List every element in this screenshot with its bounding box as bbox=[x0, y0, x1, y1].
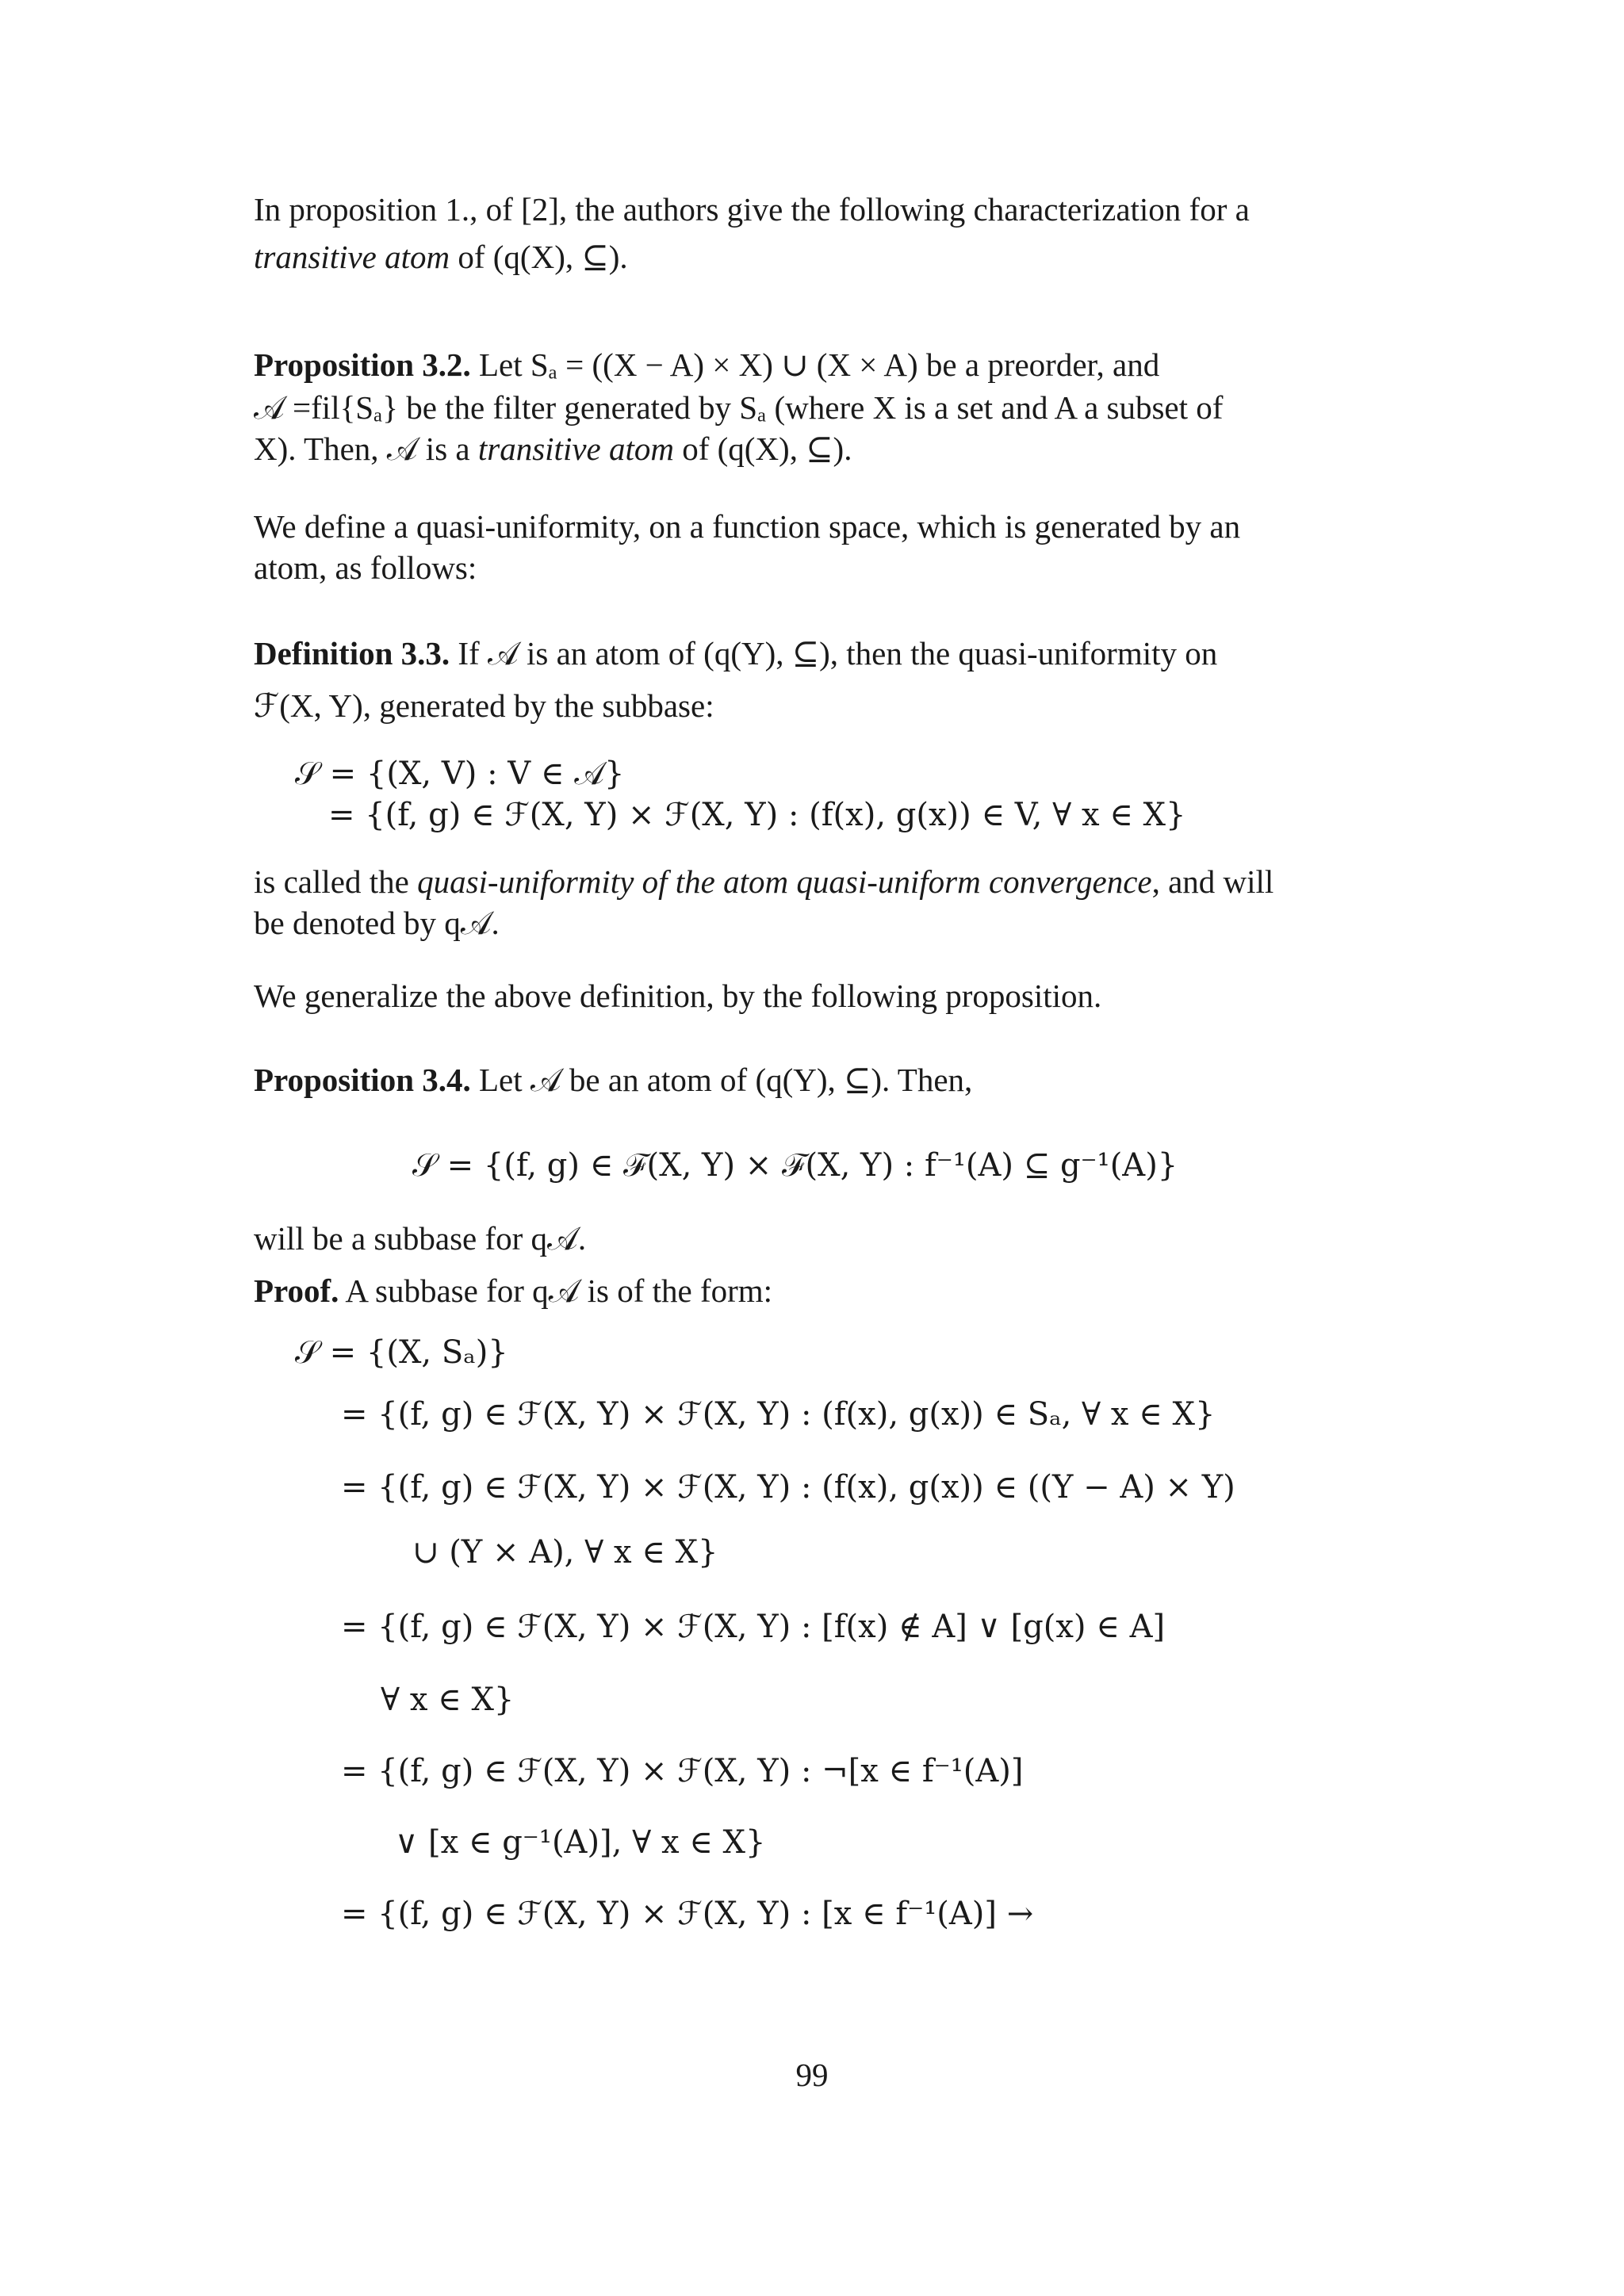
proof-equation-line: = {(f, g) ∈ ℱ(X, Y) × ℱ(X, Y) : (f(x), g(x)) ∈ ((Y − A) × Y) bbox=[341, 1469, 1235, 1506]
define-line-1: We define a quasi-uniformity, on a function space, which is generated by an bbox=[254, 508, 1241, 545]
def33-line-1 bbox=[254, 633, 1342, 674]
generalize-line: We generalize the above definition, by the following proposition. bbox=[254, 978, 1102, 1014]
intro-italic-term: transitive atom bbox=[254, 239, 450, 275]
proof-intro-line bbox=[254, 1270, 1342, 1311]
prop32-line-3-b: of (q(X), ⊆). bbox=[673, 430, 852, 467]
def33-line-1-text: If 𝒜 is an atom of (q(Y), ⊆), then the quasi-uniformity on bbox=[450, 635, 1218, 672]
proposition-3-2 bbox=[254, 344, 1342, 469]
def33-equation-1: 𝒮 = {(X, V) : V ∈ 𝒜} bbox=[295, 756, 625, 792]
definition-3-3 bbox=[254, 633, 1342, 726]
def33-after-line-2: be denoted by q𝒜. bbox=[254, 905, 500, 941]
prop32-line-1 bbox=[254, 344, 1342, 385]
def33-italic-term: quasi-uniformity of the atom quasi-uniform convergence bbox=[417, 863, 1152, 900]
prop34-after bbox=[254, 1218, 1342, 1259]
prop32-italic-term: transitive atom bbox=[477, 430, 674, 467]
proof-equation-line: ∀ x ∈ X} bbox=[381, 1682, 515, 1718]
generalize-paragraph bbox=[254, 975, 1342, 1016]
def33-equation-2: = {(f, g) ∈ ℱ(X, Y) × ℱ(X, Y) : (f(x), g(x)) ∈ V, ∀ x ∈ X} bbox=[328, 797, 1186, 833]
define-paragraph bbox=[254, 506, 1342, 588]
prop32-line-3 bbox=[254, 428, 1342, 469]
prop32-label: Proposition 3.2. bbox=[254, 346, 471, 383]
prop34-line-1 bbox=[254, 1059, 1342, 1100]
proof-equation-line: = {(f, g) ∈ ℱ(X, Y) × ℱ(X, Y) : [x ∈ f⁻¹(A)] → bbox=[341, 1896, 1034, 1932]
def33-after-b: , and will bbox=[1151, 863, 1274, 900]
prop34-equation: 𝒮 = {(f, g) ∈ ℱ(X, Y) × ℱ(X, Y) : f⁻¹(A) ⊆ g⁻¹(A)} bbox=[412, 1147, 1178, 1184]
proposition-3-4 bbox=[254, 1059, 1342, 1100]
def33-after-a: is called the bbox=[254, 863, 418, 900]
page-number: 99 bbox=[795, 2057, 829, 2093]
prop34-line-1-text: Let 𝒜 be an atom of (q(Y), ⊆). Then, bbox=[470, 1062, 973, 1098]
proof-equation-line: ∨ [x ∈ g⁻¹(A)], ∀ x ∈ X} bbox=[395, 1824, 766, 1861]
define-line-2: atom, as follows: bbox=[254, 549, 477, 586]
intro-line-1: In proposition 1., of [2], the authors give the following characterization for a bbox=[254, 191, 1250, 228]
prop34-after-line: will be a subbase for q𝒜. bbox=[254, 1220, 587, 1257]
intro-paragraph bbox=[254, 189, 1342, 277]
proof-equation-line: = {(f, g) ∈ ℱ(X, Y) × ℱ(X, Y) : ¬[x ∈ f⁻¹(A)] bbox=[341, 1753, 1024, 1789]
def33-label: Definition 3.3. bbox=[254, 635, 450, 672]
proof-intro-text: A subbase for q𝒜 is of the form: bbox=[339, 1272, 773, 1309]
proof-intro bbox=[254, 1270, 1342, 1311]
def33-line-2: ℱ(X, Y), generated by the subbase: bbox=[254, 687, 714, 724]
prop34-label: Proposition 3.4. bbox=[254, 1062, 471, 1098]
prop32-line-1-text: Let Sₐ = ((X − A) × X) ∪ (X × A) be a preorder, and bbox=[470, 346, 1160, 383]
intro-line-2 bbox=[254, 236, 1342, 277]
prop32-line-2: 𝒜 =fil{Sₐ} be the filter generated by Sₐ (where X is a set and A a subset of bbox=[254, 389, 1224, 426]
proof-equation-line: ∪ (Y × A), ∀ x ∈ X} bbox=[412, 1534, 718, 1571]
def33-after bbox=[254, 861, 1342, 943]
def33-after-line-1 bbox=[254, 861, 1342, 902]
intro-line-2-rest: of (q(X), ⊆). bbox=[450, 239, 628, 275]
proof-label: Proof. bbox=[254, 1272, 339, 1309]
proof-equation-line: = {(f, g) ∈ ℱ(X, Y) × ℱ(X, Y) : [f(x) ∉ A] ∨ [g(x) ∈ A] bbox=[341, 1609, 1166, 1645]
prop32-line-3-a: X). Then, 𝒜 is a bbox=[254, 430, 478, 467]
proof-equation-line: = {(f, g) ∈ ℱ(X, Y) × ℱ(X, Y) : (f(x), g(x)) ∈ Sₐ, ∀ x ∈ X} bbox=[341, 1396, 1216, 1433]
proof-equation-line: 𝒮 = {(X, Sₐ)} bbox=[295, 1334, 508, 1371]
